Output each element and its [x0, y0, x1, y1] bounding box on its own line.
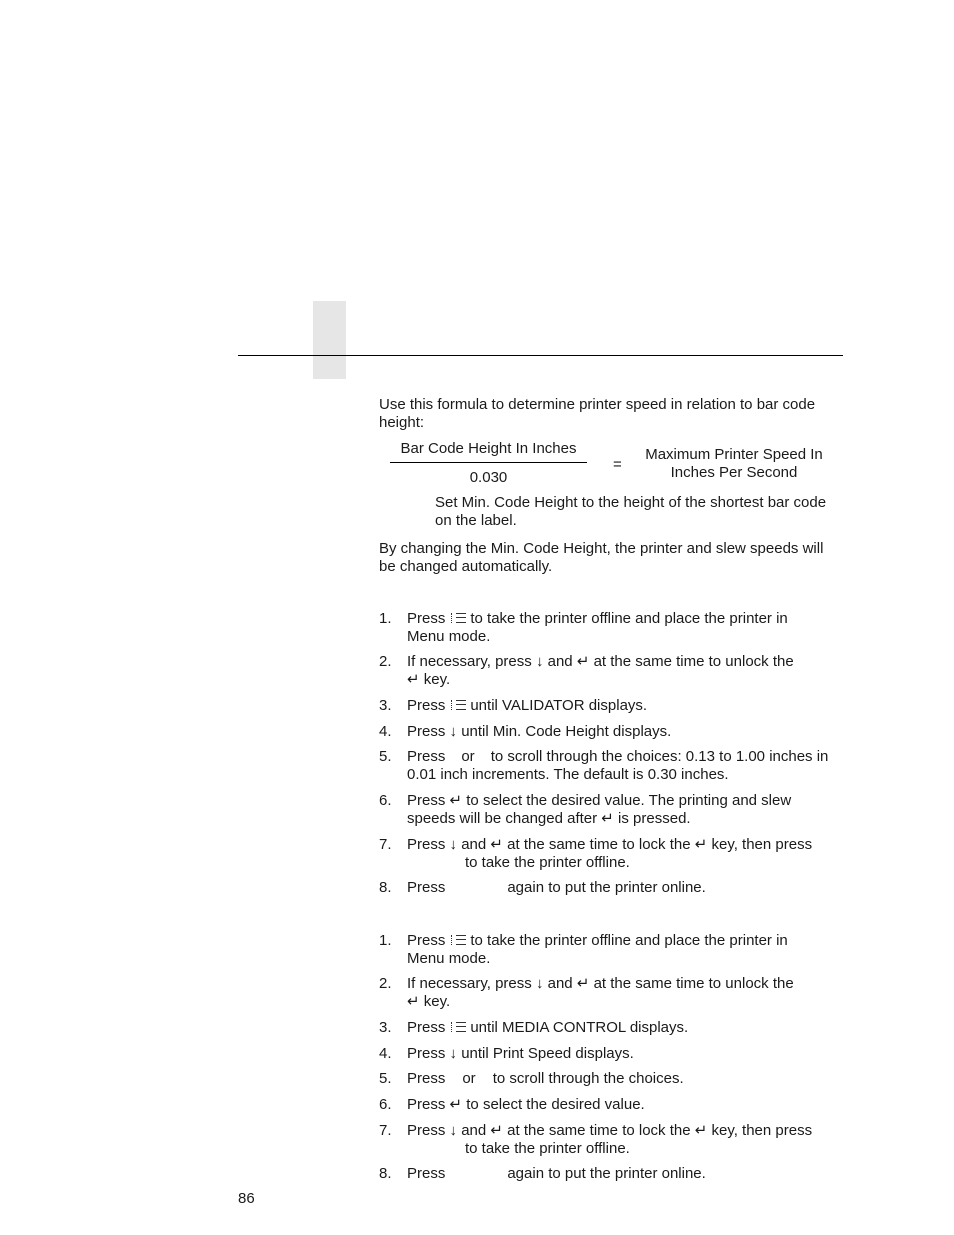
intro-paragraph: Use this formula to determine printer speed in relation to bar code height: — [379, 396, 816, 431]
enter-key-icon: ↵ — [694, 1122, 708, 1139]
enter-key-icon: ↵ — [407, 671, 420, 688]
note-paragraph: Set Min. Code Height to the height of the shortest bar code on the label. — [435, 494, 827, 529]
enter-key-icon: ↵ — [576, 975, 590, 992]
enter-key-icon: ↵ — [490, 1122, 503, 1139]
equals-sign: = — [613, 456, 622, 473]
down-arrow-icon: ↓ — [449, 1122, 458, 1139]
fraction-bar — [390, 462, 587, 463]
enter-key-icon: ↵ — [490, 836, 503, 853]
down-arrow-icon: ↓ — [449, 1045, 458, 1062]
formula-result-line1: Maximum Printer Speed In — [645, 446, 823, 463]
menu-key-icon — [451, 1021, 467, 1033]
enter-key-icon: ↵ — [601, 810, 614, 827]
down-arrow-icon: ↓ — [449, 836, 458, 853]
enter-key-icon: ↵ — [449, 1096, 463, 1113]
enter-key-icon: ↵ — [407, 993, 420, 1010]
header-rule — [238, 355, 843, 356]
formula-result-line2: Inches Per Second — [670, 464, 798, 481]
down-arrow-icon: ↓ — [449, 723, 458, 740]
menu-key-icon — [451, 699, 467, 711]
chapter-tab — [313, 301, 346, 379]
menu-key-icon — [451, 934, 467, 946]
speed-formula — [390, 440, 840, 492]
menu-key-icon — [451, 612, 467, 624]
down-arrow-icon: ↓ — [535, 653, 544, 670]
formula-denominator: 0.030 — [469, 469, 508, 486]
auto-change-paragraph: By changing the Min. Code Height, the printer and slew speeds will be changed automatically. — [379, 540, 824, 575]
page-number: 86 — [238, 1190, 255, 1207]
enter-key-icon: ↵ — [576, 653, 590, 670]
formula-numerator: Bar Code Height In Inches — [400, 440, 577, 457]
enter-key-icon: ↵ — [694, 836, 708, 853]
enter-key-icon: ↵ — [449, 792, 463, 809]
down-arrow-icon: ↓ — [535, 975, 544, 992]
formula-result — [630, 446, 838, 482]
